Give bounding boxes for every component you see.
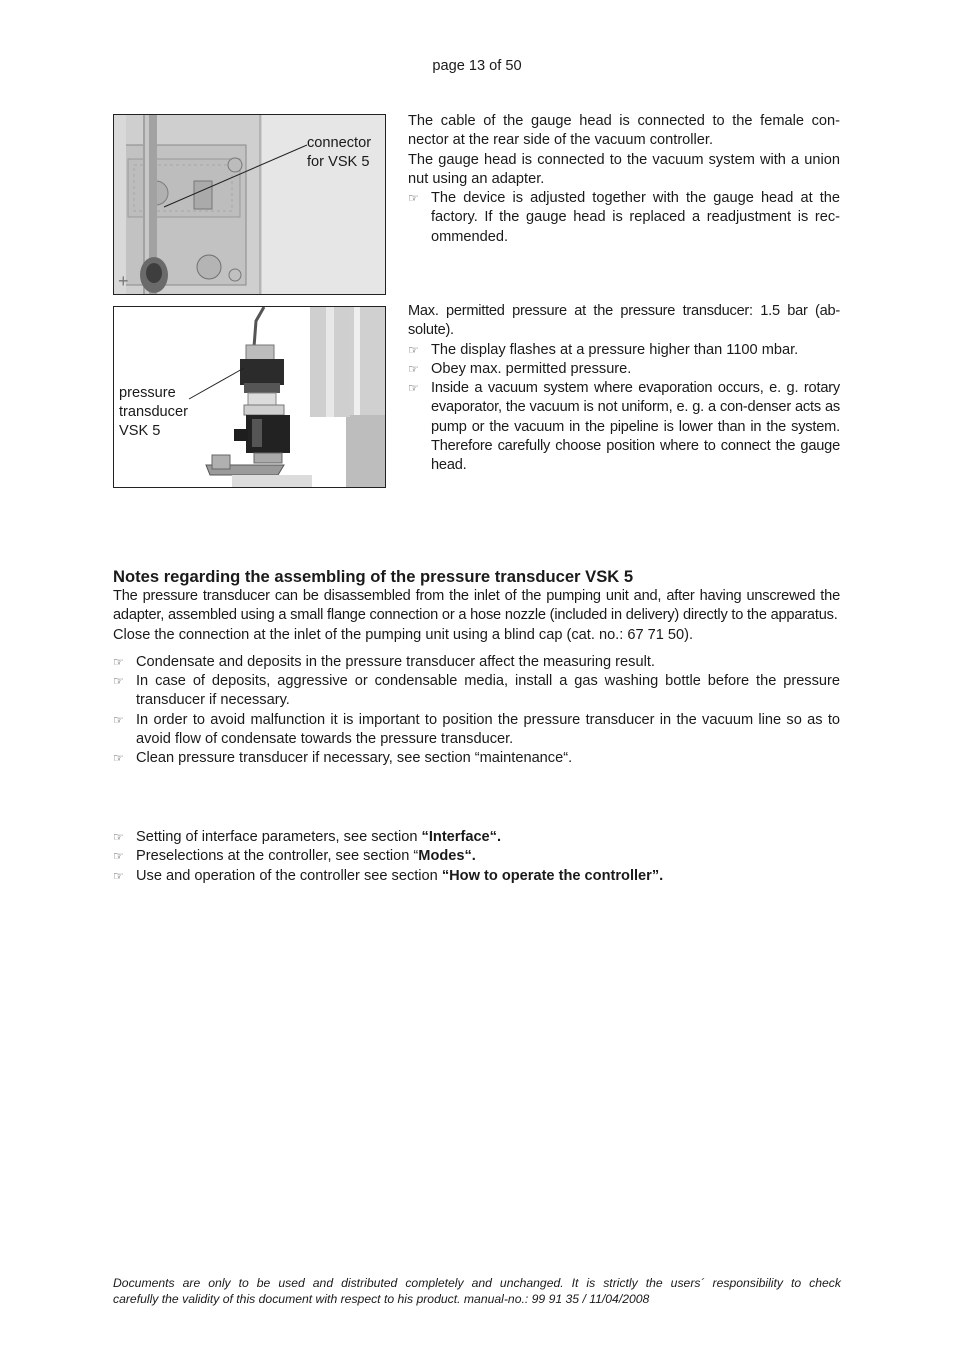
malfunction-note: In order to avoid malfunction it is important to position the pressure transducer in the vacuum line so as to avoid flow of condensate towards the pressure transducer. (136, 711, 840, 748)
evaporation-note: Inside a vacuum system where evaporation occurs, e. g. rotary evaporator, the vacuum is not uniform, e. g. a con-denser acts as pump or the vacuum in the pipeline is lower than in the system. Therefore carefully choose position where to connect the gauge head. (431, 380, 840, 474)
list-item (408, 379, 840, 475)
list-item (408, 189, 840, 247)
connector-photo (113, 114, 386, 295)
section-references (113, 828, 840, 886)
adjustment-note: The device is adjusted together with the gauge head at the factory. If the gauge head is replaced a readjustment is rec-ommended. (431, 190, 840, 245)
cable-paragraph: The cable of the gauge head is connected to the female con-nector at the rear side of the vacuum controller. (408, 113, 840, 149)
list-item (113, 847, 840, 866)
pointing-hand-icon: ☞ (408, 342, 419, 357)
modes-section-link[interactable]: Modes“. (418, 848, 476, 865)
blind-cap-paragraph: Close the connection at the inlet of the pumping unit using a blind cap (cat. no.: 67 71 50). (113, 626, 694, 643)
interface-section-link[interactable]: “Interface“. (421, 829, 502, 845)
condensate-note: Condensate and deposits in the pressure transducer affect the measuring result. (136, 653, 655, 670)
section-heading: Notes regarding the assembling of the pressure transducer VSK 5 (113, 567, 634, 586)
connector-label-line2: for VSK 5 (307, 154, 370, 170)
reference-text: Setting of interface parameters, see section (136, 829, 422, 845)
transducer-label-line2: transducer (119, 404, 188, 420)
operation-section-link[interactable]: “How to operate the controller”. (441, 867, 664, 884)
pointing-hand-icon: ☞ (113, 868, 124, 883)
display-flash-note: The display flashes at a pressure higher than 1100 mbar. (431, 341, 799, 358)
connector-label-line1: connector (307, 135, 372, 151)
svg-text:+: + (118, 271, 129, 291)
list-item (113, 828, 840, 847)
pointing-hand-icon: ☞ (113, 654, 124, 669)
gauge-head-paragraph: The gauge head is connected to the vacuum system with a union nut using an adapter. (408, 151, 840, 187)
pointing-hand-icon: ☞ (113, 849, 124, 864)
list-item (408, 341, 840, 360)
page-number: page 13 of 50 (432, 58, 522, 74)
reference-text: Use and operation of the controller see section (136, 867, 442, 884)
list-item (408, 360, 840, 379)
transducer-label-line3: VSK 5 (119, 423, 161, 439)
list-item (113, 867, 840, 886)
document-footer (113, 1276, 841, 1307)
pointing-hand-icon: ☞ (408, 381, 419, 396)
max-pressure-paragraph: Max. permitted pressure at the pressure transducer: 1.5 bar (ab-solute). (408, 303, 840, 339)
disassembly-paragraph: The pressure transducer can be disassembled from the inlet of the pumping unit and, after having unscrewed the adapter, assembled using a small flange connection or a hose nozzle (included in delivery) directly to the apparatus. (113, 588, 840, 624)
footer-line1: Documents are only to be used and distributed completely and unchanged. It is strictly the users´ responsibility to check (113, 1276, 841, 1290)
pointing-hand-icon: ☞ (408, 361, 419, 376)
cable-connection-text (408, 112, 840, 247)
cleaning-note: Clean pressure transducer if necessary, see section “maintenance“. (136, 750, 573, 767)
list-item (113, 672, 840, 711)
obey-pressure-note: Obey max. permitted pressure. (431, 360, 632, 377)
pointing-hand-icon: ☞ (113, 830, 124, 844)
pressure-transducer-photo (113, 306, 386, 488)
pressure-limit-text (408, 302, 840, 476)
list-item (113, 653, 840, 672)
pointing-hand-icon: ☞ (408, 191, 419, 206)
pointing-hand-icon: ☞ (113, 674, 124, 689)
pointing-hand-icon: ☞ (113, 712, 124, 727)
assembly-notes-section (113, 567, 840, 769)
reference-text: Preselections at the controller, see section “ (136, 848, 419, 865)
list-item (113, 749, 840, 768)
pointing-hand-icon: ☞ (113, 751, 124, 766)
footer-line2: carefully the validity of this document with respect to his product. manual-no.: 99 91 35 / 11/04/2008 (113, 1291, 650, 1306)
transducer-label-line1: pressure (119, 385, 176, 401)
deposits-note: In case of deposits, aggressive or condensable media, install a gas washing bottle before the pressure transducer if necessary. (136, 673, 840, 709)
list-item (113, 711, 840, 750)
